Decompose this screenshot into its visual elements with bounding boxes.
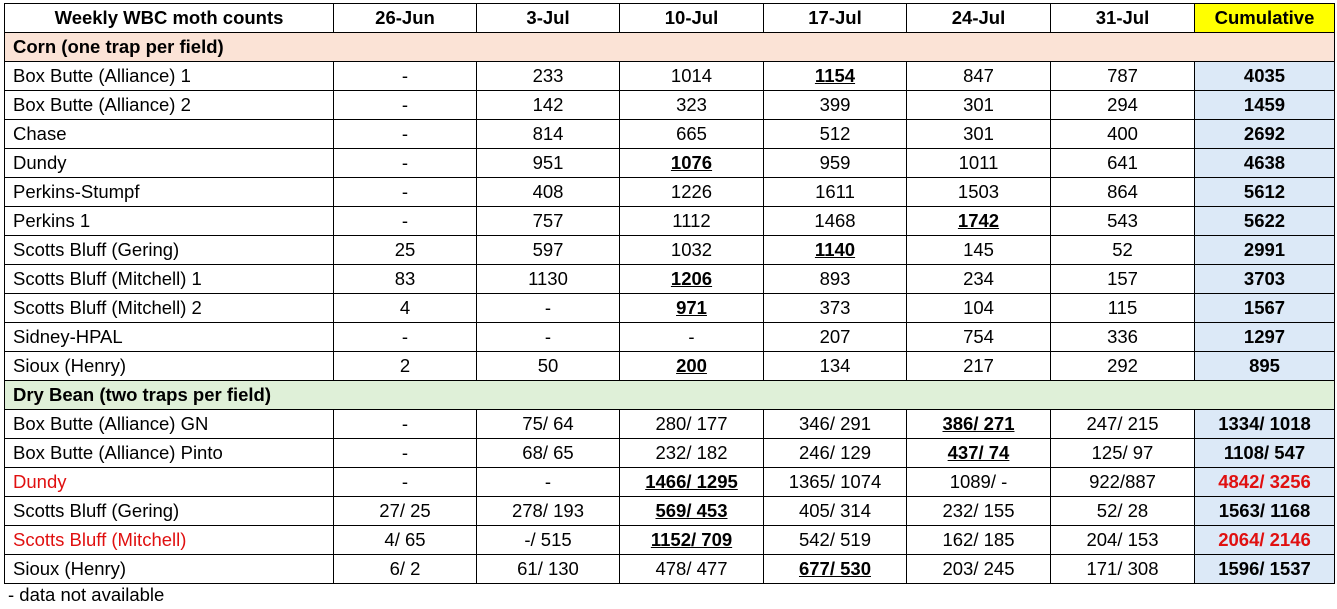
count-cell: - [334, 410, 477, 439]
count-cell: - [334, 149, 477, 178]
count-cell: - [334, 439, 477, 468]
table-row [5, 352, 1335, 381]
count-cell: 233 [477, 62, 620, 91]
count-cell: 232/ 182 [620, 439, 764, 468]
count-cell: 597 [477, 236, 620, 265]
column-header: 24-Jul [907, 4, 1051, 33]
count-cell: 1611 [764, 178, 907, 207]
table-row [5, 265, 1335, 294]
cumulative-cell: 4035 [1195, 62, 1335, 91]
location-name: Scotts Bluff (Gering) [5, 497, 334, 526]
count-cell: 893 [764, 265, 907, 294]
cumulative-cell: 1334/ 1018 [1195, 410, 1335, 439]
count-cell: 234 [907, 265, 1051, 294]
table-row [5, 91, 1335, 120]
cumulative-cell: 1108/ 547 [1195, 439, 1335, 468]
count-cell: - [334, 468, 477, 497]
count-cell: 543 [1051, 207, 1195, 236]
count-cell: - [334, 91, 477, 120]
peak-count-cell: 1206 [620, 265, 764, 294]
location-name: Scotts Bluff (Gering) [5, 236, 334, 265]
table-row [5, 323, 1335, 352]
count-cell: 52 [1051, 236, 1195, 265]
count-cell: 232/ 155 [907, 497, 1051, 526]
count-cell: 847 [907, 62, 1051, 91]
count-cell: - [334, 120, 477, 149]
section-label: Dry Bean (two traps per field) [5, 381, 1335, 410]
location-name: Box Butte (Alliance) 2 [5, 91, 334, 120]
count-cell: 171/ 308 [1051, 555, 1195, 584]
count-cell: 204/ 153 [1051, 526, 1195, 555]
peak-count-cell: 1140 [764, 236, 907, 265]
count-cell: 125/ 97 [1051, 439, 1195, 468]
count-cell: 1032 [620, 236, 764, 265]
count-cell: 1468 [764, 207, 907, 236]
column-header: 26-Jun [334, 4, 477, 33]
count-cell: - [334, 62, 477, 91]
count-cell: 408 [477, 178, 620, 207]
table-row [5, 149, 1335, 178]
location-name: Box Butte (Alliance) Pinto [5, 439, 334, 468]
cumulative-cell: 1567 [1195, 294, 1335, 323]
count-cell: 134 [764, 352, 907, 381]
count-cell: 922/887 [1051, 468, 1195, 497]
count-cell: - [334, 178, 477, 207]
location-name: Box Butte (Alliance) GN [5, 410, 334, 439]
count-cell: 4 [334, 294, 477, 323]
location-name: Dundy [5, 149, 334, 178]
count-cell: - [477, 323, 620, 352]
peak-count-cell: 386/ 271 [907, 410, 1051, 439]
count-cell: 162/ 185 [907, 526, 1051, 555]
count-cell: 814 [477, 120, 620, 149]
location-name: Perkins-Stumpf [5, 178, 334, 207]
moth-count-table-container [4, 3, 1334, 606]
table-row [5, 526, 1335, 555]
section-header-row [5, 33, 1335, 62]
count-cell: - [477, 294, 620, 323]
table-row [5, 236, 1335, 265]
column-header: 3-Jul [477, 4, 620, 33]
table-title: Weekly WBC moth counts [5, 4, 334, 33]
count-cell: 399 [764, 91, 907, 120]
peak-count-cell: 437/ 74 [907, 439, 1051, 468]
cumulative-cell: 1297 [1195, 323, 1335, 352]
count-cell: - [334, 323, 477, 352]
peak-count-cell: 1742 [907, 207, 1051, 236]
location-name: Sioux (Henry) [5, 555, 334, 584]
count-cell: 405/ 314 [764, 497, 907, 526]
count-cell: 280/ 177 [620, 410, 764, 439]
count-cell: 25 [334, 236, 477, 265]
table-row [5, 439, 1335, 468]
count-cell: 203/ 245 [907, 555, 1051, 584]
peak-count-cell: 1152/ 709 [620, 526, 764, 555]
section-label: Corn (one trap per field) [5, 33, 1335, 62]
location-name: Scotts Bluff (Mitchell) 2 [5, 294, 334, 323]
footnote: - data not available [8, 584, 165, 605]
count-cell: 247/ 215 [1051, 410, 1195, 439]
table-row [5, 294, 1335, 323]
table-row [5, 555, 1335, 584]
count-cell: 1014 [620, 62, 764, 91]
location-name: Dundy [5, 468, 334, 497]
column-header: 17-Jul [764, 4, 907, 33]
count-cell: 27/ 25 [334, 497, 477, 526]
count-cell: 246/ 129 [764, 439, 907, 468]
cumulative-cell: 2692 [1195, 120, 1335, 149]
count-cell: 665 [620, 120, 764, 149]
cumulative-cell: 3703 [1195, 265, 1335, 294]
count-cell: 1130 [477, 265, 620, 294]
count-cell: 207 [764, 323, 907, 352]
count-cell: 754 [907, 323, 1051, 352]
count-cell: 346/ 291 [764, 410, 907, 439]
count-cell: 864 [1051, 178, 1195, 207]
count-cell: 68/ 65 [477, 439, 620, 468]
count-cell: 104 [907, 294, 1051, 323]
count-cell: 4/ 65 [334, 526, 477, 555]
count-cell: 292 [1051, 352, 1195, 381]
count-cell: 336 [1051, 323, 1195, 352]
count-cell: - [477, 468, 620, 497]
count-cell: - [334, 207, 477, 236]
table-row [5, 410, 1335, 439]
location-name: Box Butte (Alliance) 1 [5, 62, 334, 91]
peak-count-cell: 1466/ 1295 [620, 468, 764, 497]
count-cell: 1503 [907, 178, 1051, 207]
count-cell: 323 [620, 91, 764, 120]
peak-count-cell: 677/ 530 [764, 555, 907, 584]
peak-count-cell: 1076 [620, 149, 764, 178]
location-name: Scotts Bluff (Mitchell) 1 [5, 265, 334, 294]
count-cell: 115 [1051, 294, 1195, 323]
count-cell: 61/ 130 [477, 555, 620, 584]
count-cell: 951 [477, 149, 620, 178]
count-cell: 294 [1051, 91, 1195, 120]
location-name: Sidney-HPAL [5, 323, 334, 352]
column-header: 10-Jul [620, 4, 764, 33]
header-row [5, 4, 1335, 33]
count-cell: 641 [1051, 149, 1195, 178]
table-row [5, 120, 1335, 149]
peak-count-cell: 569/ 453 [620, 497, 764, 526]
peak-count-cell: 200 [620, 352, 764, 381]
location-name: Sioux (Henry) [5, 352, 334, 381]
table-body [5, 33, 1335, 584]
count-cell: 787 [1051, 62, 1195, 91]
cumulative-cell: 5612 [1195, 178, 1335, 207]
cumulative-cell: 4842/ 3256 [1195, 468, 1335, 497]
count-cell: -/ 515 [477, 526, 620, 555]
cumulative-cell: 2991 [1195, 236, 1335, 265]
table-row [5, 62, 1335, 91]
count-cell: 1011 [907, 149, 1051, 178]
count-cell: 142 [477, 91, 620, 120]
count-cell: 83 [334, 265, 477, 294]
moth-count-table [4, 3, 1335, 584]
count-cell: 757 [477, 207, 620, 236]
table-row [5, 178, 1335, 207]
cumulative-cell: 1596/ 1537 [1195, 555, 1335, 584]
count-cell: 478/ 477 [620, 555, 764, 584]
count-cell: 145 [907, 236, 1051, 265]
section-header-row [5, 381, 1335, 410]
location-name: Perkins 1 [5, 207, 334, 236]
peak-count-cell: 971 [620, 294, 764, 323]
count-cell: 1112 [620, 207, 764, 236]
table-row [5, 468, 1335, 497]
count-cell: 2 [334, 352, 477, 381]
count-cell: 52/ 28 [1051, 497, 1195, 526]
count-cell: - [620, 323, 764, 352]
count-cell: 1226 [620, 178, 764, 207]
count-cell: 1089/ - [907, 468, 1051, 497]
cumulative-cell: 895 [1195, 352, 1335, 381]
cumulative-cell: 4638 [1195, 149, 1335, 178]
count-cell: 6/ 2 [334, 555, 477, 584]
count-cell: 75/ 64 [477, 410, 620, 439]
cumulative-cell: 5622 [1195, 207, 1335, 236]
cumulative-cell: 2064/ 2146 [1195, 526, 1335, 555]
count-cell: 373 [764, 294, 907, 323]
count-cell: 959 [764, 149, 907, 178]
count-cell: 50 [477, 352, 620, 381]
count-cell: 301 [907, 91, 1051, 120]
count-cell: 301 [907, 120, 1051, 149]
count-cell: 400 [1051, 120, 1195, 149]
peak-count-cell: 1154 [764, 62, 907, 91]
count-cell: 157 [1051, 265, 1195, 294]
location-name: Chase [5, 120, 334, 149]
cumulative-cell: 1459 [1195, 91, 1335, 120]
count-cell: 512 [764, 120, 907, 149]
table-row [5, 497, 1335, 526]
count-cell: 1365/ 1074 [764, 468, 907, 497]
cumulative-cell: 1563/ 1168 [1195, 497, 1335, 526]
count-cell: 278/ 193 [477, 497, 620, 526]
count-cell: 217 [907, 352, 1051, 381]
column-header: 31-Jul [1051, 4, 1195, 33]
count-cell: 542/ 519 [764, 526, 907, 555]
cumulative-header: Cumulative [1195, 4, 1335, 33]
table-row [5, 207, 1335, 236]
location-name: Scotts Bluff (Mitchell) [5, 526, 334, 555]
